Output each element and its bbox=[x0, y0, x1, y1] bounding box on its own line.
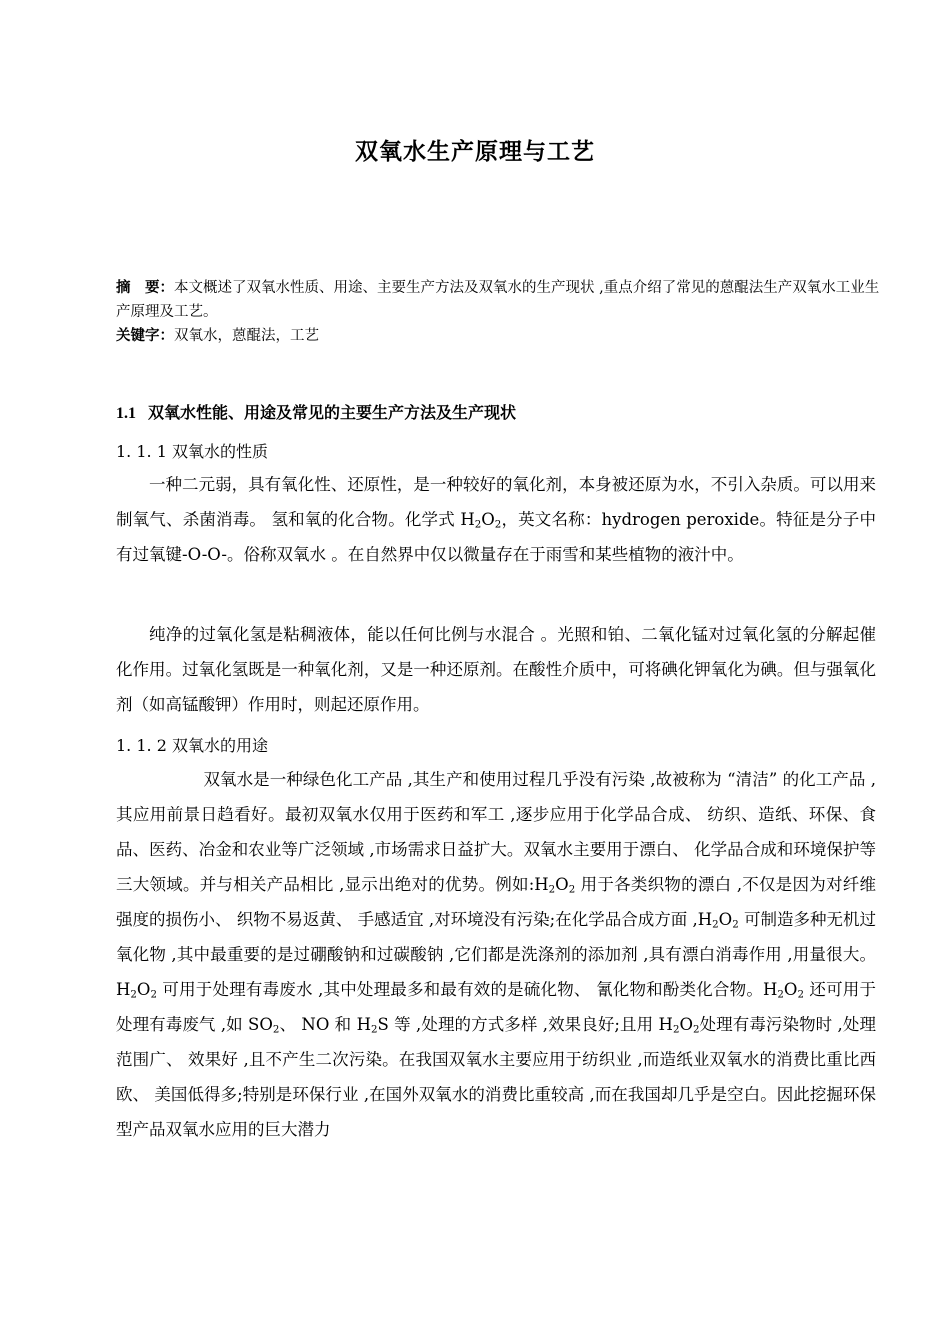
section-1-1-1-heading: 1. 1. 1 双氧水的性质 bbox=[116, 442, 268, 461]
paragraph-properties-1: 一种二元弱，具有氧化性、还原性，是一种较好的氧化剂，本身被还原为水，不引入杂质。可以用来制氧气、杀菌消毒。 氢和氧的化合物。化学式 $H_2O_2$，英文名称：hydrogen peroxide。特征是分子中有过氧键-O-O-。俗称双氧水 。在自然界中仅以微量存在于雨雪和某些植物的液汁中。 bbox=[116, 475, 876, 564]
section-title: 双氧水性能、用途及常见的主要生产方法及生产现状 bbox=[148, 403, 517, 422]
paragraph-uses: 双氧水是一种绿色化工产品 ,其生产和使用过程几乎没有污染 ,故被称为 “清洁” 的化工产品 ,其应用前景日趋看好。最初双氧水仅用于医药和军工 ,逐步应用于化学品合成、 纺织、造纸、环保、食品、医药、冶金和农业等广泛领域 ,市场需求日益扩大。双氧水主要用于漂白、 化学品合成和环境保护等三大领域。并与相关产品相比 ,显示出绝对的优势。例如$:H_2O_2$ 用于各类织物的漂白 ,不仅是因为对纤维强度的损伤小、 织物不易返黄、 手感适宜 ,对环境没有污染;在化学品合成方面 $,H_2O_2$ 可制造多种无机过氧化物 ,其中最重要的是过硼酸钠和过碳酸钠 ,它们都是洗涤剂的添加剂 ,具有漂白消毒作用 ,用量很大。$H_2O_2$ 可用于处理有毒废水 ,其中处理最多和最有效的是硫化物、 氰化物和酚类化合物。$H_2O_2$ 还可用于处理有毒废气 ,如 $SO_2$、 NO 和 $H_2S$ 等 ,处理的方式多样 ,效果良好;且用 $H_2O_2$处理有毒污染物时 ,处理范围广、 效果好 ,且不产生二次污染。在我国双氧水主要应用于纺织业 ,而造纸业双氧水的消费比重比西欧、 美国低得多;特别是环保行业 ,在国外双氧水的消费比重较高 ,而在我国却几乎是空白。因此挖掘环保型产品双氧水应用的巨大潜力 bbox=[116, 770, 876, 1139]
abstract-label: 摘 要： bbox=[116, 280, 174, 296]
abstract-block bbox=[116, 276, 886, 348]
section-1-1-2-heading: 1. 1. 2 双氧水的用途 bbox=[116, 736, 268, 755]
abstract-text: 本文概述了双氧水性质、用途、主要生产方法及双氧水的生产现状 ,重点介绍了常见的蒽醌法生产双氧水工业生产原理及工艺。 bbox=[116, 280, 880, 320]
section-1-1-heading bbox=[116, 400, 886, 423]
paragraph-properties-2: 纯净的过氧化氢是粘稠液体，能以任何比例与水混合 。光照和铂、二氧化锰对过氧化氢的分解起催化作用。过氧化氢既是一种氧化剂，又是一种还原剂。在酸性介质中，可将碘化钾氧化为碘。但与强氧化剂（如高锰酸钾）作用时，则起还原作用。 bbox=[116, 625, 876, 714]
section-number: 1.1 bbox=[116, 405, 136, 422]
keywords bbox=[116, 324, 886, 348]
abstract bbox=[116, 276, 886, 324]
keywords-text: 双氧水，蒽醌法，工艺 bbox=[174, 328, 319, 344]
keywords-label: 关键字： bbox=[116, 328, 174, 344]
document-title: 双氧水生产原理与工艺 bbox=[355, 139, 595, 165]
